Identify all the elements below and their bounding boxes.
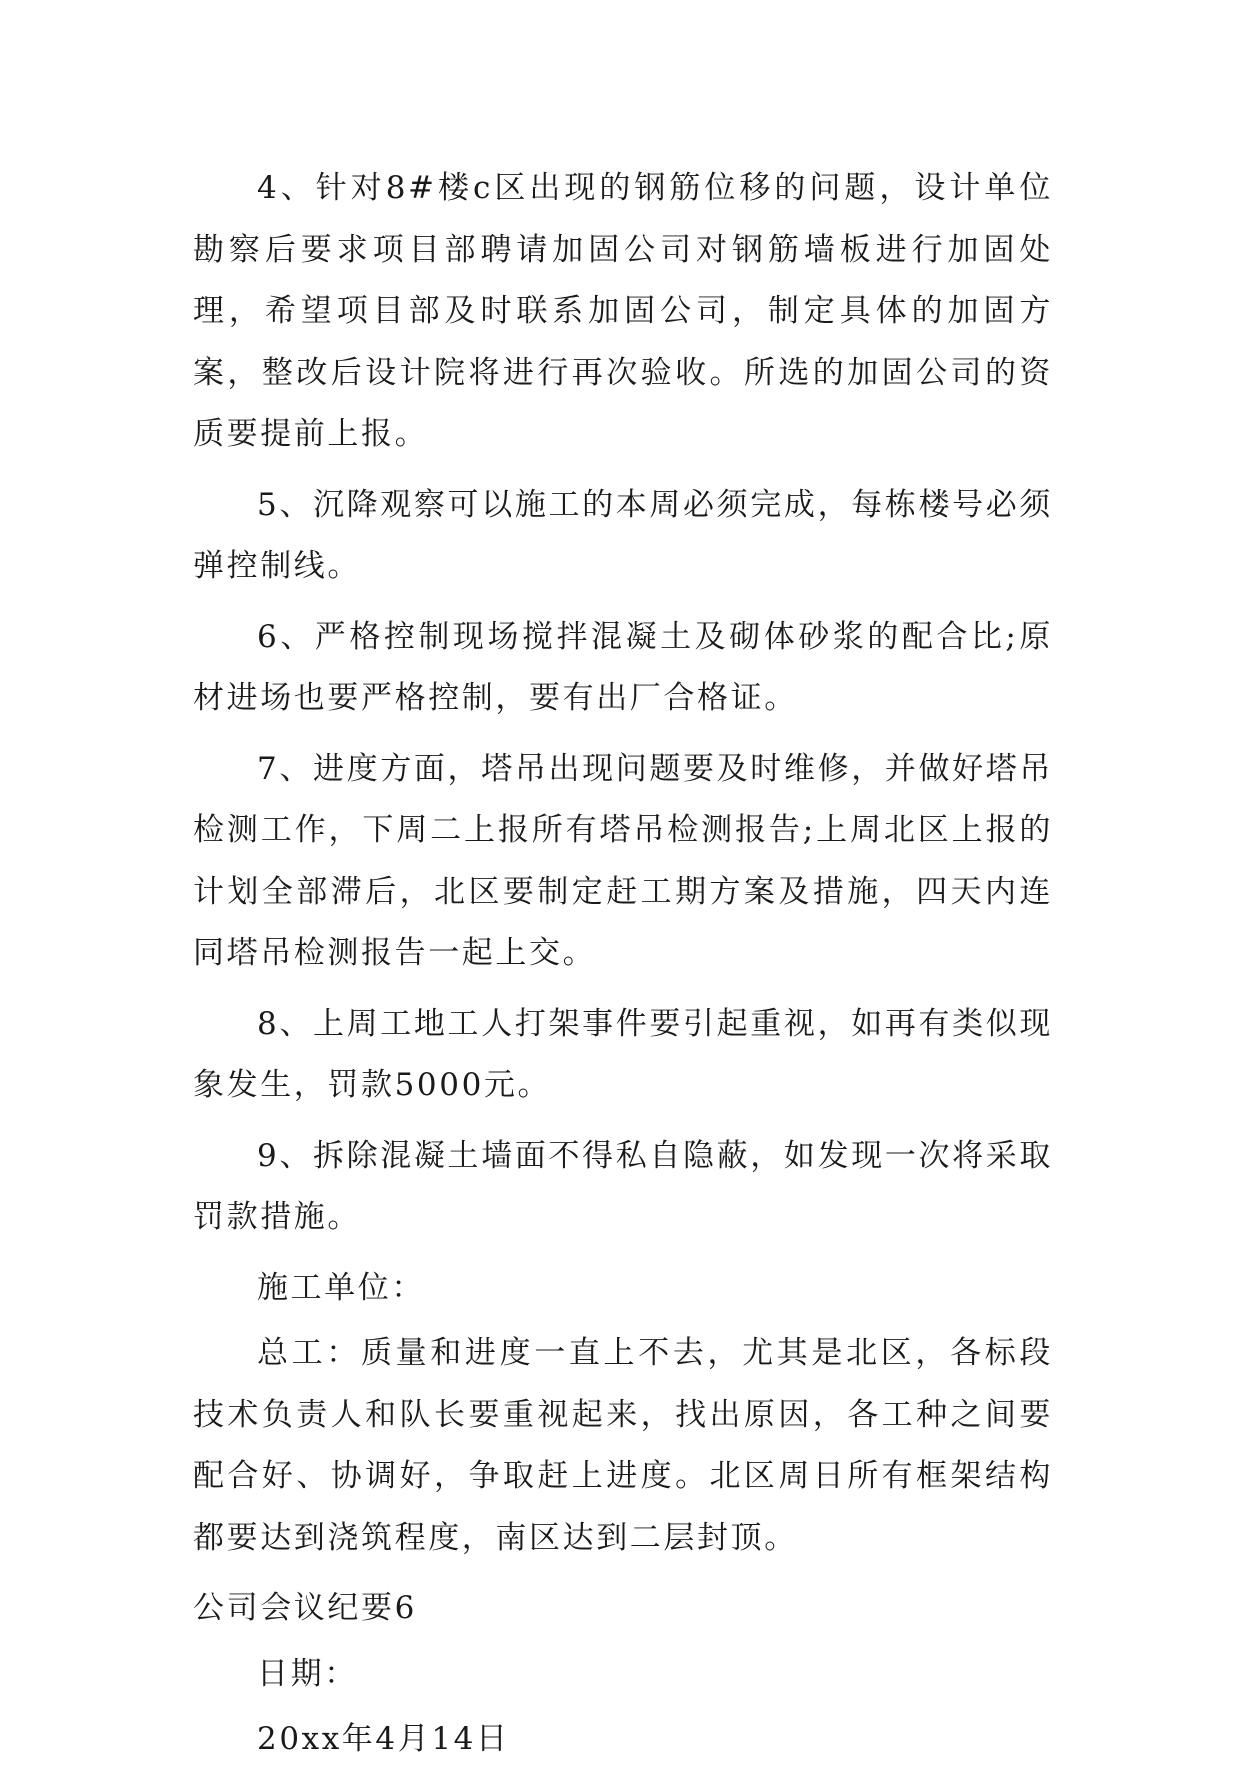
paragraph-item-4: 4、针对8#楼c区出现的钢筋位移的问题，设计单位勘察后要求项目部聘请加固公司对钢筋墙板进行加固处理，希望项目部及时联系加固公司，制定具体的加固方案，整改后设计院将进行再次验收。所选的加固公司的资质要提前上报。	[193, 170, 1053, 452]
paragraph-item-6: 6、严格控制现场搅拌混凝土及砌体砂浆的配合比;原材进场也要严格控制，要有出厂合格证。	[193, 618, 1053, 716]
date-label: 日期：	[257, 1655, 358, 1692]
paragraph-item-8: 8、上周工地工人打架事件要引起重视，如再有类似现象发生，罚款5000元。	[193, 1005, 1053, 1103]
section-heading: 公司会议纪要6	[193, 1590, 417, 1626]
paragraph-item-9: 9、拆除混凝土墙面不得私自隐蔽，如发现一次将采取罚款措施。	[193, 1137, 1053, 1235]
paragraph-item-5: 5、沉降观察可以施工的本周必须完成，每栋楼号必须弹控制线。	[193, 486, 1053, 584]
date-value: 20xx年4月14日	[257, 1721, 510, 1757]
chief-engineer-paragraph: 总工：质量和进度一直上不去，尤其是北区，各标段技术负责人和队长要重视起来，找出原因，各工种之间要配合好、协调好，争取赶上进度。北区周日所有框架结构都要达到浇筑程度，南区达到二层封顶。	[193, 1335, 1053, 1556]
construction-unit-label: 施工单位：	[257, 1269, 425, 1306]
document-body	[193, 158, 1053, 1775]
paragraph-item-7: 7、进度方面，塔吊出现问题要及时维修，并做好塔吊检测工作，下周二上报所有塔吊检测报告;上周北区上报的计划全部滞后，北区要制定赶工期方案及措施，四天内连同塔吊检测报告一起上交。	[193, 750, 1053, 971]
